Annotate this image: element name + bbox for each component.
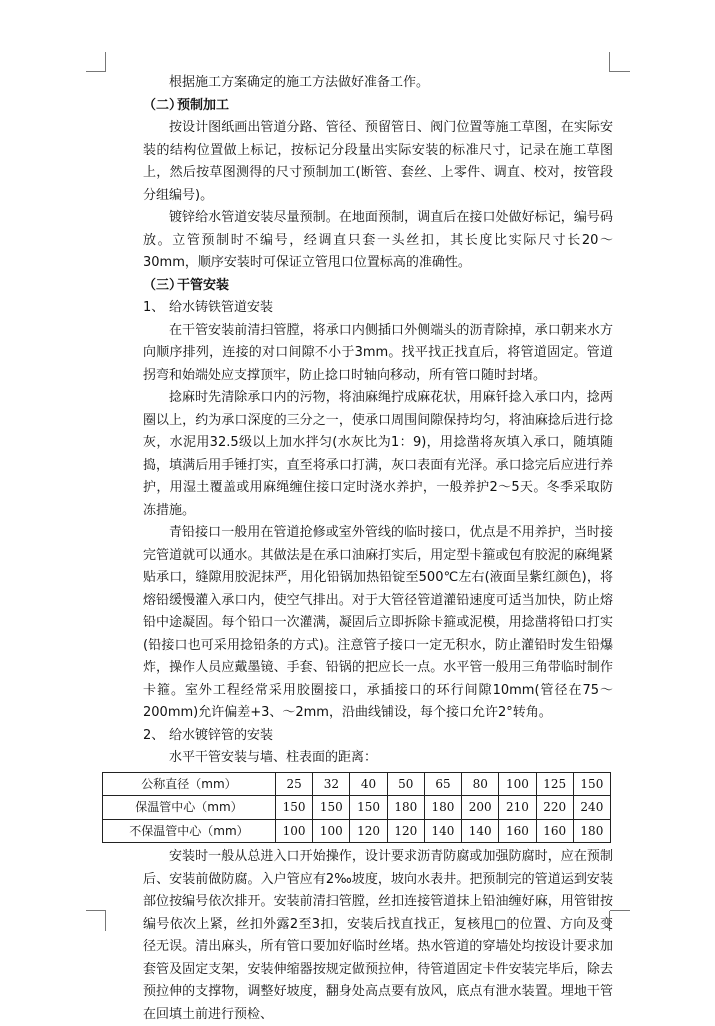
subsection-heading [143,297,613,320]
section-title: 预制加工 [177,97,230,113]
table-cell: 40 [350,772,387,796]
table-cell: 25 [276,772,313,796]
table-cell: 140 [424,819,461,843]
section-heading [143,275,613,298]
table-cell: 180 [424,796,461,820]
table-cell: 100 [313,819,350,843]
table-cell: 240 [573,796,610,820]
crop-mark-top-left-h [86,71,106,72]
section-number: （三） [143,277,183,293]
row-label: 保温管中心（mm） [103,796,276,820]
body-paragraph: 捻麻时先清除承口内的污物，将油麻绳拧成麻花状，用麻钎捻入承口内，捻两圈以上，约为承口深度的三分之一，使承口周围间隙保持均匀，将油麻捻后进行捻灰，水泥用32.5级以上加水拌匀(水灰比为1：9)，用捻凿将灰填入承口，随填随捣，填满后用手锤打实，直至将承口打满，灰口表面有光泽。承口捻完后应进行养护，用湿土覆盖或用麻绳缠住接口定时浇水养护，一般养护2～5天。冬季采取防冻措施。 [143,390,613,518]
pipe-distance-table [102,772,611,844]
table-cell: 160 [499,819,536,843]
subsection-title: 给水镀锌管的安装 [169,727,274,743]
body-paragraph: 安装时一般从总进入口开始操作，设计要求沥青防腐或加强防腐时，应在预制后、安装前做防腐。入户管应有2‰坡度，坡向水表井。把预制完的管道运到安装部位按编号依次排开。安装前清扫管膛，丝扣连接管道抹上铅油缠好麻，用管钳按编号依次上紧，丝扣外露2至3扣，安装后找直找正，复核甩□的位置、方向及变径无误。清出麻头，所有管口要加好临时丝堵。热水管道的穿墙处均按设计要求加套管及固定支架，安装伸缩器按规定做预拉伸，待管道固定卡件安装完毕后，除去预拉伸的支撑物，调整好坡度，翻身处高点要有放风，底点有泄水装置。埋地干管在回填土前进行预检、 [143,849,613,1022]
table-cell: 120 [387,819,424,843]
row-label: 公称直径（mm） [103,772,276,796]
row-label: 不保温管中心（mm） [103,819,276,843]
table-cell: 50 [387,772,424,796]
section-number: （二） [143,97,183,113]
table-cell: 200 [462,796,499,820]
table-cell: 100 [276,819,313,843]
table-row [103,819,611,843]
table-cell: 120 [350,819,387,843]
table-cell: 150 [313,796,350,820]
table-cell: 210 [499,796,536,820]
table-cell: 100 [499,772,536,796]
table-cell: 180 [387,796,424,820]
crop-mark-top-left-v [105,52,106,72]
body-paragraph: 在干管安装前清扫管膛，将承口内侧插口外侧端头的沥青除掉，承口朝来水方向顺序排列，连接的对口间隙不小于3mm。找平找正找直后，将管道固定。管道拐弯和始端处应支撑顶牢，防止捻口时轴向移动，所有管口随时封堵。 [143,322,613,383]
body-paragraph: 水平干管安装与墙、柱表面的距离： [169,750,378,765]
table-cell: 160 [536,819,573,843]
subsection-title: 给水铸铁管道安装 [169,300,274,315]
body-paragraph: 按设计图纸画出管道分路、管径、预留管日、阀门位置等施工草图，在实际安装的结构位置做上标记，按标记分段量出实际安装的标准尺寸，记录在施工草图上，然后按草图测得的尺寸预制加工(断管、套丝、上零件、调直、校对，按管段分组编号)。 [143,120,613,203]
body-paragraph: 镀锌给水管道安装尽量预制。在地面预制，调直后在接口处做好标记，编号码放。立管预制时不编号，经调直只套一头丝扣，其长度比实际尺寸长20～30mm，顺序安装时可保证立管甩口位置标高的准确性。 [143,210,613,270]
table-cell: 220 [536,796,573,820]
crop-mark-bottom-right-h [610,910,630,911]
section-heading [143,95,613,118]
subsection-number: 1、 [143,300,165,315]
table-cell: 125 [536,772,573,796]
body-paragraph: 青铅接口一般用在管道抢修或室外管线的临时接口，优点是不用养护，当时接完管道就可以通水。其做法是在承口油麻打实后，用定型卡箍或包有胶泥的麻绳紧贴承口，缝隙用胶泥抹严，用化铅锅加热铅锭至500℃左右(液面呈紫红颜色)，将熔铅缓慢灌入承口内，使空气排出。对于大管径管道灌铅速度可适当加快，防止熔铅中途凝固。每个铅口一次灌满，凝固后立即拆除卡箍或泥模，用捻凿将铅口打实(铅接口也可采用捻铅条的方式)。注意管子接口一定无积水，防止灌铅时发生铅爆炸，操作人员应戴墨镜、手套、铅锅的把应长一点。水平管一般用三角带临时制作卡箍。室外工程经常采用胶圈接口，承插接口的环行间隙10mm(管径在75～200mm)允许偏差+3、～2mm，沿曲线铺设，每个接口允许2°转角。 [143,525,613,720]
crop-mark-top-right-v [609,52,610,72]
table-cell: 150 [276,796,313,820]
table-cell: 80 [462,772,499,796]
section-title: 干管安装 [177,277,230,293]
table-cell: 32 [313,772,350,796]
table-cell: 150 [350,796,387,820]
crop-mark-top-right-h [610,71,630,72]
document-body [129,72,613,1026]
table-cell: 180 [573,819,610,843]
crop-mark-bottom-left-v [105,911,106,931]
table-cell: 140 [462,819,499,843]
crop-mark-bottom-left-h [86,910,106,911]
subsection-heading [143,725,613,748]
table-row [103,796,611,820]
table-cell: 150 [573,772,610,796]
body-paragraph: 根据施工方案确定的施工方法做好准备工作。 [169,75,430,90]
subsection-number: 2、 [143,727,165,743]
table-cell: 65 [424,772,461,796]
table-row [103,772,611,796]
